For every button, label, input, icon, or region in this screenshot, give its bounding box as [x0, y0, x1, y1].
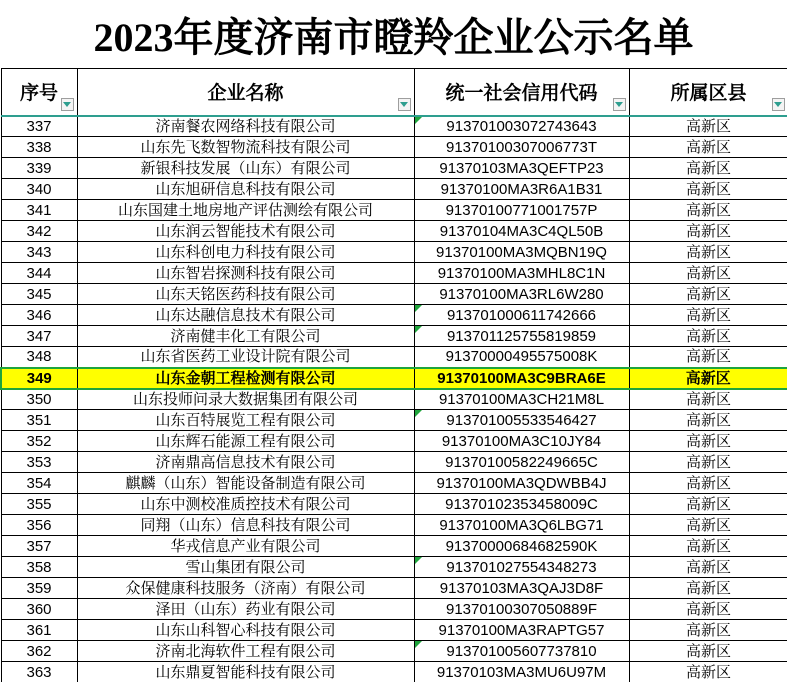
- district: 高新区: [685, 222, 731, 240]
- row-number: 346: [26, 306, 52, 324]
- credit-code: 91370000495575008K: [445, 348, 598, 366]
- district: 高新区: [685, 159, 731, 177]
- cell-company-name[interactable]: [77, 410, 414, 431]
- district: 高新区: [685, 537, 731, 555]
- district: 高新区: [685, 579, 731, 597]
- table-row: [1, 368, 787, 389]
- company-name: 济南鼎高信息技术有限公司: [155, 453, 336, 471]
- cell-company-name[interactable]: [77, 200, 414, 221]
- table-row: [1, 305, 787, 326]
- district: 高新区: [685, 600, 731, 618]
- cell-company-name[interactable]: [77, 179, 414, 200]
- district: 高新区: [685, 558, 731, 576]
- cell-company-name[interactable]: [77, 452, 414, 473]
- cell-row-number[interactable]: [1, 557, 77, 578]
- cell-row-number[interactable]: [1, 452, 77, 473]
- table-row: [1, 494, 787, 515]
- cell-credit-code[interactable]: [414, 389, 629, 410]
- table-row: [1, 137, 787, 158]
- cell-district[interactable]: [629, 326, 787, 347]
- number-stored-as-text-flag-icon: [415, 641, 422, 648]
- credit-code: 91370100771001757P: [445, 201, 598, 219]
- cell-company-name[interactable]: [77, 599, 414, 620]
- cell-credit-code[interactable]: [414, 158, 629, 179]
- table-row: [1, 200, 787, 221]
- row-number: 357: [26, 537, 52, 555]
- header-cell-company-name[interactable]: [77, 69, 414, 116]
- district: 高新区: [685, 117, 731, 135]
- table-row: [1, 662, 787, 682]
- company-name: 同翔（山东）信息科技有限公司: [140, 516, 351, 534]
- cell-row-number[interactable]: [1, 578, 77, 599]
- cell-row-number[interactable]: [1, 431, 77, 452]
- cell-credit-code[interactable]: [414, 116, 629, 137]
- cell-credit-code[interactable]: [414, 431, 629, 452]
- cell-company-name[interactable]: [77, 326, 414, 347]
- company-name: 新银科技发展（山东）有限公司: [140, 159, 351, 177]
- cell-district[interactable]: [629, 263, 787, 284]
- table-row: [1, 641, 787, 662]
- cell-credit-code[interactable]: [414, 578, 629, 599]
- cell-district[interactable]: [629, 452, 787, 473]
- row-number: 354: [26, 474, 52, 492]
- table-row: [1, 389, 787, 410]
- credit-code: 91370100MA3RAPTG57: [438, 621, 605, 639]
- filter-button-credit-code[interactable]: [613, 98, 626, 111]
- cell-company-name[interactable]: [77, 494, 414, 515]
- row-number: 351: [26, 411, 52, 429]
- gazelle-enterprise-table: [0, 68, 787, 682]
- district: 高新区: [685, 180, 731, 198]
- table-row: [1, 620, 787, 641]
- cell-credit-code[interactable]: [414, 452, 629, 473]
- header-row: [1, 69, 787, 116]
- table-row: [1, 242, 787, 263]
- cell-district[interactable]: [629, 368, 787, 389]
- cell-row-number[interactable]: [1, 158, 77, 179]
- company-name: 山东先飞数智物流科技有限公司: [140, 138, 351, 156]
- cell-credit-code[interactable]: [414, 641, 629, 662]
- district: 高新区: [685, 138, 731, 156]
- cell-company-name[interactable]: [77, 536, 414, 557]
- credit-code: 91370100MA3QDWBB4J: [436, 474, 607, 492]
- cell-district[interactable]: [629, 221, 787, 242]
- company-name: 麒麟（山东）智能设备制造有限公司: [125, 474, 366, 492]
- cell-credit-code[interactable]: [414, 200, 629, 221]
- cell-credit-code[interactable]: [414, 347, 629, 368]
- chevron-down-icon: [63, 102, 71, 107]
- company-name: 济南餐农网络科技有限公司: [155, 117, 336, 135]
- cell-district[interactable]: [629, 284, 787, 305]
- table-row: [1, 158, 787, 179]
- cell-district[interactable]: [629, 536, 787, 557]
- table-row: [1, 116, 787, 137]
- header-cell-district[interactable]: [629, 69, 787, 116]
- company-name: 山东省医药工业设计院有限公司: [140, 348, 351, 366]
- company-name: 山东科创电力科技有限公司: [155, 243, 336, 261]
- row-number: 345: [26, 285, 52, 303]
- table-row: [1, 452, 787, 473]
- cell-row-number[interactable]: [1, 494, 77, 515]
- cell-row-number[interactable]: [1, 368, 77, 389]
- cell-district[interactable]: [629, 116, 787, 137]
- cell-company-name[interactable]: [77, 116, 414, 137]
- cell-company-name[interactable]: [77, 641, 414, 662]
- cell-row-number[interactable]: [1, 242, 77, 263]
- cell-row-number[interactable]: [1, 200, 77, 221]
- number-stored-as-text-flag-icon: [415, 305, 422, 312]
- cell-row-number[interactable]: [1, 179, 77, 200]
- table-row: [1, 284, 787, 305]
- cell-row-number[interactable]: [1, 284, 77, 305]
- cell-company-name[interactable]: [77, 263, 414, 284]
- cell-row-number[interactable]: [1, 263, 77, 284]
- table-row: [1, 347, 787, 368]
- cell-company-name[interactable]: [77, 305, 414, 326]
- credit-code: 91370100MA3Q6LBG71: [439, 516, 604, 534]
- cell-district[interactable]: [629, 431, 787, 452]
- cell-credit-code[interactable]: [414, 494, 629, 515]
- cell-company-name[interactable]: [77, 242, 414, 263]
- table-row: [1, 473, 787, 494]
- cell-credit-code[interactable]: [414, 305, 629, 326]
- district: 高新区: [685, 369, 731, 387]
- row-number: 363: [26, 663, 52, 681]
- cell-district[interactable]: [629, 242, 787, 263]
- filter-button-district[interactable]: [772, 98, 785, 111]
- cell-credit-code[interactable]: [414, 263, 629, 284]
- district: 高新区: [685, 201, 731, 219]
- chevron-down-icon: [774, 102, 782, 107]
- cell-company-name[interactable]: [77, 515, 414, 536]
- cell-district[interactable]: [629, 515, 787, 536]
- cell-row-number[interactable]: [1, 641, 77, 662]
- cell-district[interactable]: [629, 389, 787, 410]
- district: 高新区: [685, 516, 731, 534]
- district: 高新区: [685, 642, 731, 660]
- company-name: 山东百特展览工程有限公司: [155, 411, 336, 429]
- cell-company-name[interactable]: [77, 473, 414, 494]
- company-name: 山东天铭医药科技有限公司: [155, 285, 336, 303]
- company-name: 山东国建土地房地产评估测绘有限公司: [117, 201, 373, 219]
- cell-district[interactable]: [629, 557, 787, 578]
- cell-credit-code[interactable]: [414, 599, 629, 620]
- filter-button-company-name[interactable]: [398, 98, 411, 111]
- cell-row-number[interactable]: [1, 347, 77, 368]
- district: 高新区: [685, 621, 731, 639]
- cell-district[interactable]: [629, 641, 787, 662]
- cell-credit-code[interactable]: [414, 410, 629, 431]
- table-row: [1, 263, 787, 284]
- cell-district[interactable]: [629, 578, 787, 599]
- credit-code: 91370100MA3RL6W280: [439, 285, 604, 303]
- company-name: 雪山集团有限公司: [185, 558, 306, 576]
- row-number: 348: [26, 348, 52, 366]
- district: 高新区: [685, 390, 731, 408]
- cell-row-number[interactable]: [1, 410, 77, 431]
- cell-district[interactable]: [629, 494, 787, 515]
- district: 高新区: [685, 243, 731, 261]
- district: 高新区: [685, 432, 731, 450]
- cell-row-number[interactable]: [1, 515, 77, 536]
- header-company-name-label: 企业名称: [207, 83, 284, 105]
- cell-company-name[interactable]: [77, 137, 414, 158]
- credit-code: 91370100MA3C10JY84: [441, 432, 602, 450]
- credit-code: 91370100MA3CH21M8L: [438, 390, 605, 408]
- cell-row-number[interactable]: [1, 536, 77, 557]
- cell-company-name[interactable]: [77, 431, 414, 452]
- cell-credit-code[interactable]: [414, 473, 629, 494]
- cell-district[interactable]: [629, 599, 787, 620]
- row-number: 356: [26, 516, 52, 534]
- number-stored-as-text-flag-icon: [415, 117, 422, 124]
- credit-code: 913701125755819859: [446, 327, 597, 345]
- district: 高新区: [685, 663, 731, 681]
- cell-row-number[interactable]: [1, 599, 77, 620]
- credit-code: 91370103MA3QAJ3D8F: [439, 579, 604, 597]
- cell-credit-code[interactable]: [414, 242, 629, 263]
- cell-company-name[interactable]: [77, 368, 414, 389]
- cell-company-name[interactable]: [77, 158, 414, 179]
- cell-credit-code[interactable]: [414, 557, 629, 578]
- cell-company-name[interactable]: [77, 578, 414, 599]
- company-name: 山东达融信息技术有限公司: [155, 306, 336, 324]
- district: 高新区: [685, 453, 731, 471]
- company-name: 山东智岩探测科技有限公司: [155, 264, 336, 282]
- company-name: 泽田（山东）药业有限公司: [155, 600, 336, 618]
- header-cell-credit-code[interactable]: [414, 69, 629, 116]
- row-number: 340: [26, 180, 52, 198]
- company-name: 山东投师问录大数据集团有限公司: [132, 390, 358, 408]
- credit-code: 91370100MA3MQBN19Q: [436, 243, 607, 261]
- page-title: 2023年度济南市瞪羚企业公示名单: [93, 14, 694, 60]
- credit-code: 91370100582249665C: [445, 453, 598, 471]
- row-number: 341: [26, 201, 52, 219]
- company-name: 山东润云智能技术有限公司: [155, 222, 336, 240]
- cell-row-number[interactable]: [1, 116, 77, 137]
- company-name: 众保健康科技服务（济南）有限公司: [125, 579, 366, 597]
- cell-district[interactable]: [629, 347, 787, 368]
- cell-row-number[interactable]: [1, 137, 77, 158]
- cell-district[interactable]: [629, 620, 787, 641]
- credit-code: 913701005607737810: [446, 642, 597, 660]
- district: 高新区: [685, 327, 731, 345]
- row-number: 359: [26, 579, 52, 597]
- cell-credit-code[interactable]: [414, 137, 629, 158]
- district: 高新区: [685, 285, 731, 303]
- cell-row-number[interactable]: [1, 473, 77, 494]
- cell-district[interactable]: [629, 137, 787, 158]
- cell-company-name[interactable]: [77, 662, 414, 682]
- table-row: [1, 578, 787, 599]
- cell-row-number[interactable]: [1, 326, 77, 347]
- company-name: 山东中测校准质控技术有限公司: [140, 495, 351, 513]
- chevron-down-icon: [400, 102, 408, 107]
- company-name: 济南北海软件工程有限公司: [155, 642, 336, 660]
- cell-company-name[interactable]: [77, 221, 414, 242]
- cell-district[interactable]: [629, 158, 787, 179]
- row-number: 358: [26, 558, 52, 576]
- row-number: 355: [26, 495, 52, 513]
- credit-code: 91370000684682590K: [445, 537, 598, 555]
- cell-district[interactable]: [629, 200, 787, 221]
- credit-code: 913701000611742666: [446, 306, 597, 324]
- cell-company-name[interactable]: [77, 557, 414, 578]
- cell-company-name[interactable]: [77, 347, 414, 368]
- cell-credit-code[interactable]: [414, 221, 629, 242]
- cell-row-number[interactable]: [1, 389, 77, 410]
- table-row: [1, 326, 787, 347]
- row-number: 339: [26, 159, 52, 177]
- row-number: 344: [26, 264, 52, 282]
- credit-code: 913701005533546427: [446, 411, 597, 429]
- number-stored-as-text-flag-icon: [415, 557, 422, 564]
- credit-code: 91370100307006773T: [446, 138, 597, 156]
- credit-code: 913701027554348273: [446, 558, 597, 576]
- table-row: [1, 179, 787, 200]
- cell-row-number[interactable]: [1, 305, 77, 326]
- row-number: 352: [26, 432, 52, 450]
- chevron-down-icon: [615, 102, 623, 107]
- cell-credit-code[interactable]: [414, 326, 629, 347]
- cell-credit-code[interactable]: [414, 368, 629, 389]
- cell-credit-code[interactable]: [414, 662, 629, 682]
- credit-code: 91370102353458009C: [445, 495, 598, 513]
- cell-row-number[interactable]: [1, 662, 77, 682]
- table-row: [1, 536, 787, 557]
- district: 高新区: [685, 411, 731, 429]
- district: 高新区: [685, 306, 731, 324]
- row-number: 347: [26, 327, 52, 345]
- header-district-label: 所属区县: [670, 83, 747, 105]
- district: 高新区: [685, 348, 731, 366]
- company-name: 华戎信息产业有限公司: [170, 537, 321, 555]
- company-name: 山东辉石能源工程有限公司: [155, 432, 336, 450]
- cell-company-name[interactable]: [77, 389, 414, 410]
- row-number: 349: [26, 369, 52, 387]
- cell-company-name[interactable]: [77, 620, 414, 641]
- credit-code: 91370100MA3R6A1B31: [440, 180, 603, 198]
- company-name: 山东金朝工程检测有限公司: [155, 369, 336, 387]
- table-row: [1, 410, 787, 431]
- table-row: [1, 599, 787, 620]
- table-row: [1, 515, 787, 536]
- number-stored-as-text-flag-icon: [415, 410, 422, 417]
- table-row: [1, 557, 787, 578]
- row-number: 350: [26, 390, 52, 408]
- cell-credit-code[interactable]: [414, 536, 629, 557]
- table-row: [1, 431, 787, 452]
- cell-district[interactable]: [629, 473, 787, 494]
- district: 高新区: [685, 474, 731, 492]
- credit-code: 91370104MA3C4QL50B: [439, 222, 604, 240]
- district: 高新区: [685, 495, 731, 513]
- cell-district[interactable]: [629, 662, 787, 682]
- cell-row-number[interactable]: [1, 221, 77, 242]
- row-number: 338: [26, 138, 52, 156]
- row-number: 362: [26, 642, 52, 660]
- row-number: 343: [26, 243, 52, 261]
- company-name: 山东鼎夏智能科技有限公司: [155, 663, 336, 681]
- table-row: [1, 221, 787, 242]
- district: 高新区: [685, 264, 731, 282]
- row-number: 342: [26, 222, 52, 240]
- credit-code: 91370103MA3QEFTP23: [439, 159, 604, 177]
- cell-row-number[interactable]: [1, 620, 77, 641]
- row-number: 353: [26, 453, 52, 471]
- credit-code: 91370100MA3MHL8C1N: [437, 264, 606, 282]
- number-stored-as-text-flag-icon: [415, 326, 422, 333]
- credit-code: 91370100MA3C9BRA6E: [437, 369, 606, 387]
- header-cell-no[interactable]: [1, 69, 77, 116]
- cell-district[interactable]: [629, 179, 787, 200]
- cell-district[interactable]: [629, 410, 787, 431]
- company-name: 山东山科智心科技有限公司: [155, 621, 336, 639]
- company-name: 山东旭研信息科技有限公司: [155, 180, 336, 198]
- filter-button-no[interactable]: [61, 98, 74, 111]
- row-number: 361: [26, 621, 52, 639]
- cell-company-name[interactable]: [77, 284, 414, 305]
- credit-code: 913701003072743643: [446, 117, 597, 135]
- cell-credit-code[interactable]: [414, 284, 629, 305]
- cell-district[interactable]: [629, 305, 787, 326]
- cell-credit-code[interactable]: [414, 620, 629, 641]
- row-number: 337: [26, 117, 52, 135]
- cell-credit-code[interactable]: [414, 179, 629, 200]
- cell-credit-code[interactable]: [414, 515, 629, 536]
- company-name: 济南健丰化工有限公司: [170, 327, 321, 345]
- row-number: 360: [26, 600, 52, 618]
- credit-code: 91370103MA3MU6U97M: [436, 663, 607, 681]
- credit-code: 91370100307050889F: [446, 600, 597, 618]
- header-credit-code-label: 统一社会信用代码: [445, 83, 598, 105]
- header-no-label: 序号: [19, 83, 58, 105]
